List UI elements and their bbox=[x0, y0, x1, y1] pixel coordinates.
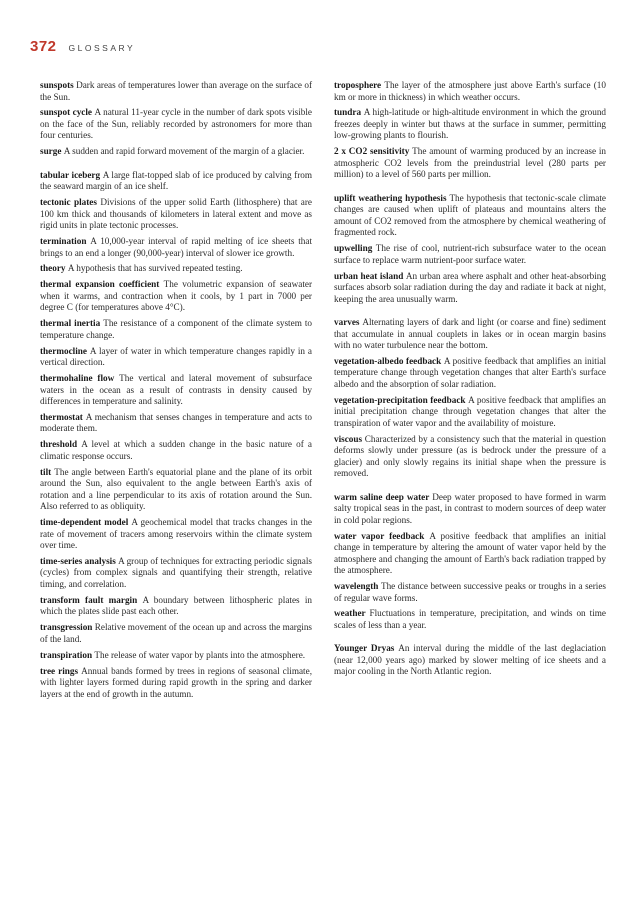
glossary-term: water vapor feedback bbox=[334, 530, 425, 541]
glossary-definition: Deep water proposed to have formed in warm salty tropical seas in the past, in contrast to modern sources of deep water in cold polar regions. bbox=[334, 491, 607, 525]
glossary-definition: A natural 11-year cycle in the number of dark spots visible on the face of the Sun, reliably recorded by astronomers for more than four centuries. bbox=[40, 107, 312, 141]
glossary-entry bbox=[334, 271, 606, 306]
glossary-term: vegetation-precipitation feedback bbox=[334, 394, 466, 405]
glossary-definition: A sudden and rapid forward movement of the margin of a glacier. bbox=[63, 146, 305, 157]
running-title: GLOSSARY bbox=[68, 43, 136, 53]
glossary-entry bbox=[40, 412, 312, 435]
glossary-entry bbox=[40, 439, 312, 462]
glossary-term: surge bbox=[40, 146, 62, 157]
glossary-term: weather bbox=[334, 608, 366, 619]
glossary-term: warm saline deep water bbox=[334, 491, 430, 502]
glossary-definition: An interval during the middle of the last deglaciation (near 12,000 years ago) marked by slower melting of ice sheets and a major cooling in the North Atlantic region. bbox=[334, 643, 606, 677]
glossary-definition: Annual bands formed by trees in regions of seasonal climate, with lighter layers formed during rapid growth in the spring and darker layers at the end of growth in the autumn. bbox=[40, 665, 312, 699]
glossary-term: transform fault margin bbox=[40, 594, 138, 605]
glossary-definition: A positive feedback that amplifies an initial precipitation change through vegetation changes that alter the transpiration of water vapor and the availability of moisture. bbox=[334, 394, 606, 428]
glossary-term: tundra bbox=[334, 107, 362, 118]
glossary-entry bbox=[334, 356, 606, 391]
glossary-entry bbox=[334, 434, 606, 480]
glossary-entry bbox=[40, 517, 312, 552]
glossary-definition: Alternating layers of dark and light (or coarse and fine) sediment that accumulate in annual couplets in lakes or in ocean margin basins with no water turbulence near the bottom. bbox=[334, 317, 607, 351]
glossary-term: thermohaline flow bbox=[40, 373, 115, 384]
glossary-entry bbox=[40, 650, 312, 662]
glossary-definition: A hypothesis that has survived repeated testing. bbox=[67, 263, 243, 274]
glossary-entry bbox=[334, 608, 606, 631]
glossary-right-column bbox=[334, 80, 606, 682]
glossary-term: thermal expansion coefficient bbox=[40, 279, 160, 290]
glossary-term: theory bbox=[40, 263, 66, 274]
glossary-definition: Characterized by a consistency such that the material in question deforms slowly under pressure (as is bedrock under the pressure of a glacier) and only slowly regains its initial shape when the pressure is removed. bbox=[334, 433, 606, 479]
glossary-term: viscous bbox=[334, 433, 363, 444]
glossary-entry bbox=[40, 556, 312, 591]
glossary-entry bbox=[40, 263, 312, 275]
glossary-definition: Relative movement of the ocean up and across the margins of the land. bbox=[40, 622, 313, 644]
glossary-term: transpiration bbox=[40, 649, 93, 660]
glossary-term: transgression bbox=[40, 622, 93, 633]
glossary-entry bbox=[40, 467, 312, 513]
glossary-definition: A boundary between lithospheric plates in which the plates slide past each other. bbox=[40, 594, 312, 617]
glossary-entry bbox=[40, 236, 312, 259]
glossary-entry bbox=[334, 643, 606, 678]
glossary-definition: The amount of warming produced by an increase in atmospheric CO2 levels from the preindustrial level (280 parts per million) to a level of 560 parts per million. bbox=[334, 146, 607, 180]
glossary-definition: The distance between successive peaks or troughs in a series of regular wave forms. bbox=[334, 581, 606, 603]
glossary-entry bbox=[40, 666, 312, 701]
glossary-left-column bbox=[40, 80, 312, 704]
glossary-definition: Fluctuations in temperature, precipitation, and winds on time scales of less than a year. bbox=[334, 608, 607, 630]
glossary-entry bbox=[334, 317, 606, 352]
glossary-definition: A positive feedback that amplifies an initial temperature change through vegetation changes that alter Earth's surface albedo and the absorption of solar radiation. bbox=[334, 355, 607, 389]
glossary-entry bbox=[334, 581, 606, 604]
glossary-entry bbox=[334, 492, 606, 527]
glossary-term: wavelength bbox=[334, 581, 379, 592]
glossary-term: Younger Dryas bbox=[334, 643, 395, 654]
glossary-definition: A positive feedback that amplifies an initial change in temperature by altering the amount of water vapor held by the atmosphere and changing the amount of Earth's back radiation trapped by the atmosphere. bbox=[334, 530, 607, 576]
glossary-definition: A level at which a sudden change in the basic nature of a climatic response occurs. bbox=[40, 439, 313, 461]
glossary-entry bbox=[40, 346, 312, 369]
glossary-entry bbox=[40, 318, 312, 341]
glossary-definition: A group of techniques for extracting periodic signals (cycles) from complex signals and quantifying their strength, relative timing, and correlation. bbox=[40, 555, 312, 589]
glossary-term: varves bbox=[334, 317, 360, 328]
glossary-entry bbox=[40, 170, 312, 193]
glossary-definition: Dark areas of temperatures lower than average on the surface of the Sun. bbox=[40, 80, 313, 102]
glossary-definition: The vertical and lateral movement of subsurface waters in the ocean as a result of contrasts in density caused by differences in temperature and salinity. bbox=[40, 373, 312, 407]
glossary-term: termination bbox=[40, 236, 87, 247]
glossary-entry bbox=[40, 146, 312, 158]
glossary-entry bbox=[334, 243, 606, 266]
glossary-entry bbox=[334, 80, 606, 103]
glossary-entry bbox=[334, 531, 606, 577]
glossary-entry bbox=[40, 622, 312, 645]
glossary-definition: A high-latitude or high-altitude environment in which the ground freezes deeply in winter but thaws at the surface in summer, permitting low-growing plants to flourish. bbox=[334, 107, 607, 141]
glossary-entry bbox=[40, 80, 312, 103]
glossary-entry bbox=[334, 193, 606, 239]
glossary-entry bbox=[334, 395, 606, 430]
glossary-term: uplift weathering hypothesis bbox=[334, 192, 447, 203]
glossary-term: tectonic plates bbox=[40, 197, 97, 208]
glossary-definition: The resistance of a component of the climate system to temperature change. bbox=[40, 318, 312, 340]
glossary-term: upwelling bbox=[334, 243, 373, 254]
glossary-definition: The hypothesis that tectonic-scale climate changes are caused when uplift of plateaus and mountains alters the amount of CO2 removed from the atmosphere by chemical weathering of fragmented rock. bbox=[334, 192, 606, 238]
glossary-definition: Divisions of the upper solid Earth (lithosphere) that are 100 km thick and thousands of kilometers in lateral extent and move as rigid units in plate tectonic processes. bbox=[40, 197, 312, 231]
glossary-term: thermocline bbox=[40, 345, 87, 356]
glossary-entry bbox=[40, 279, 312, 314]
glossary-definition: A geochemical model that tracks changes in the rate of movement of tracers among reservoirs within the climate system over time. bbox=[40, 517, 312, 551]
glossary-definition: A large flat-topped slab of ice produced by calving from the seaward margin of an ice shelf. bbox=[40, 169, 313, 192]
glossary-term: 2 x CO2 sensitivity bbox=[334, 146, 410, 157]
glossary-definition: A 10,000-year interval of rapid melting of ice sheets that brings to an end a longer (90,000-year) interval of slower ice growth. bbox=[40, 236, 313, 258]
glossary-term: thermal inertia bbox=[40, 318, 101, 329]
glossary-entry bbox=[334, 146, 606, 181]
glossary-entry bbox=[334, 107, 606, 142]
glossary-term: urban heat island bbox=[334, 270, 404, 281]
glossary-definition: A layer of water in which temperature changes rapidly in a vertical direction. bbox=[40, 345, 313, 368]
glossary-term: troposphere bbox=[334, 80, 382, 90]
glossary-term: time-dependent model bbox=[40, 517, 129, 528]
glossary-definition: The layer of the atmosphere just above Earth's surface (10 km or more in thickness) in which weather occurs. bbox=[334, 80, 606, 102]
glossary-term: sunspot cycle bbox=[40, 107, 93, 118]
glossary-term: tabular iceberg bbox=[40, 169, 101, 180]
page-number: 372 bbox=[30, 38, 57, 55]
glossary-definition: The rise of cool, nutrient-rich subsurface water to the ocean surface to replace warm nutrient-poor surface water. bbox=[334, 243, 606, 265]
page-header bbox=[30, 38, 135, 55]
glossary-entry bbox=[40, 197, 312, 232]
glossary-definition: The angle between Earth's equatorial plane and the plane of its orbit around the Sun, also equivalent to the angle between Earth's axis of rotation and a line perpendicular to its axis of rotation around the Sun. Also referred to as obliquity. bbox=[40, 466, 312, 512]
glossary-term: thermostat bbox=[40, 411, 83, 422]
glossary-definition: An urban area where asphalt and other heat-absorbing surfaces absorb solar radiation during the day and radiate it back at night, keeping the area unusually warm. bbox=[334, 270, 606, 304]
glossary-definition: A mechanism that senses changes in temperature and acts to moderate them. bbox=[40, 411, 312, 434]
glossary-term: time-series analysis bbox=[40, 555, 116, 566]
glossary-definition: The release of water vapor by plants into the atmosphere. bbox=[94, 649, 306, 660]
glossary-term: tilt bbox=[40, 466, 52, 477]
glossary-term: threshold bbox=[40, 439, 78, 450]
glossary-entry bbox=[40, 107, 312, 142]
glossary-term: vegetation-albedo feedback bbox=[334, 355, 442, 366]
glossary-definition: The volumetric expansion of seawater when it warms, and contraction when it cools, by 1 part in 7000 per degree C (for temperatures above 4°C). bbox=[40, 279, 313, 313]
glossary-term: sunspots bbox=[40, 80, 74, 90]
glossary-entry bbox=[40, 595, 312, 618]
glossary-entry bbox=[40, 373, 312, 408]
glossary-term: tree rings bbox=[40, 665, 79, 676]
